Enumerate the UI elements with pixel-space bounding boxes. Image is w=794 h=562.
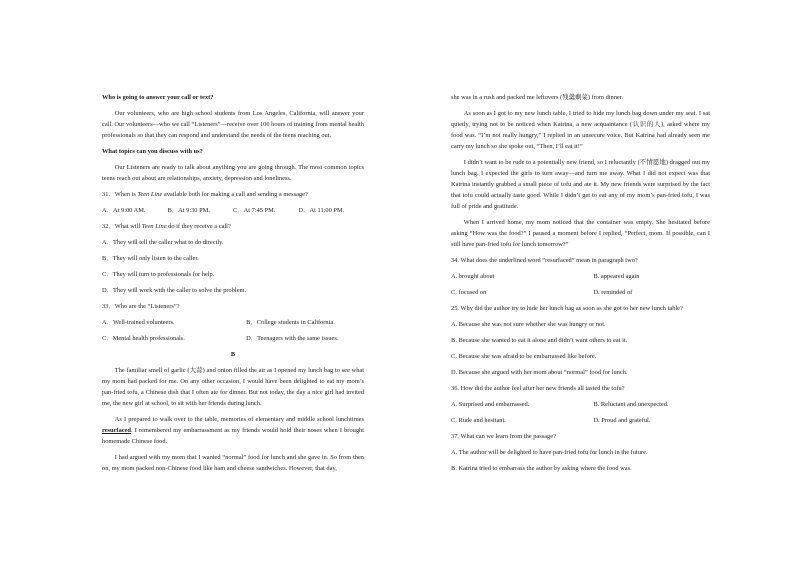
option-31-c: C．At 7:45 PM.	[233, 207, 276, 214]
left-column	[102, 92, 364, 479]
option-36-c: C. Rude and hesitant.	[451, 417, 506, 424]
option-33-b: B．College students in California.	[246, 319, 335, 326]
option-37-a: A. The author will be delighted to have pan-fried tofu for lunch in the future.	[451, 449, 648, 456]
question-31: 31．When is Teen Line available both for making a call and sending a message?	[102, 191, 308, 198]
option-34-b: B. appeared again	[593, 273, 640, 280]
question-36-options	[451, 399, 710, 426]
story-paragraph-1: The familiar smell of garlic (大蒜) and onion filled the air as I opened my lunch bag to see what my mom had packed for me. On any other occasion, I would have been delighted to eat my mom’s pan-fried tofu, a Chinese dish that I often ate for dinner. But not today, the day a nice girl had invited me, the new girl at school, to sit with her friends during lunch.	[102, 367, 364, 407]
underlined-word: resurfaced	[102, 427, 131, 434]
option-31-b: B．At 9:30 PM.	[167, 207, 210, 214]
heading-topics: What topics can you discuss with us?	[102, 148, 203, 155]
question-36: 36. How did the author feel after her new friends all tasted the tofu?	[451, 385, 625, 392]
question-34: 34. What does the underlined word “resurfaced” mean in paragraph two?	[451, 257, 638, 264]
option-32-a: A．They will tell the caller what to do directly.	[102, 239, 224, 246]
story-paragraph-3: I had argued with my mom that I wanted “normal” food for lunch and she gave in. So from then on, my mom packed non-Chinese food like ham and cheese sandwiches. However, that day,	[102, 454, 364, 472]
question-33: 33．Who are the “Listeners”?	[102, 303, 180, 310]
story-paragraph-4: As soon as I got to my new lunch table, I tried to hide my lunch bag down under my seat. I sat quietly, trying not to be noticed when Katrina, a new acquaintance (认识的人), asked where my food was. “I’m not really hungry,” I replied in an unsecure voice. But Katrina had already seen me carry my lunch so she spoke out, “Then, I’ll eat it!”	[451, 110, 710, 150]
option-35-a: A. Because she was not sure whether she was hungry or not.	[451, 321, 606, 328]
option-35-c: C. Because she was afraid to be embarrassed like before.	[451, 353, 597, 360]
option-36-b: B. Reluctant and unexpected.	[593, 401, 669, 408]
story-paragraph-2: As I prepared to walk over to the table, memories of elementary and middle school lunchtimes resurfaced. I remembered my embarrassment as my friends would hold their noses when I brought homemade Chinese food.	[102, 416, 364, 445]
option-31-d: D．At 11:00 PM.	[298, 207, 345, 214]
story-continuation: she was in a rush and packed me leftovers (残羹剩菜) from dinner.	[451, 94, 624, 101]
question-32: 32．What will Teen Line do if they receive a call?	[102, 223, 231, 230]
question-31-options	[102, 205, 364, 216]
option-37-b: B. Katrina tried to embarrass the author by asking where the food was.	[451, 465, 632, 472]
option-35-d: D. Because she argued with her mom about “normal” food for lunch.	[451, 369, 628, 376]
paragraph-topics: Our Listeners are ready to talk about anything you are going through. The most common topics teens reach out about are relationships, anxiety, depression and loneliness.	[102, 164, 364, 182]
question-34-options	[451, 271, 710, 298]
section-b-heading: B	[230, 351, 236, 358]
option-35-b: B. Because she wanted to eat it alone and didn’t want others to eat it.	[451, 337, 628, 344]
option-33-d: D．Teenagers with the same issues.	[246, 335, 339, 342]
option-36-a: A. Surprised and embarrassed.	[451, 401, 530, 408]
story-paragraph-6: When I arrived home, my mom noticed that the container was empty. She hesitated before asking “How was the food?” I paused a moment before I replied, “Perfect, mom. If possible, can I still have pan-fried tofu for lunch tomorrow?”	[451, 219, 710, 248]
option-36-d: D. Proud and grateful.	[593, 417, 651, 424]
option-33-c: C．Mental health professionals.	[102, 335, 185, 342]
option-31-a: A．At 9:00 AM.	[102, 207, 146, 214]
heading-who-answers: Who is going to answer your call or text?	[102, 94, 214, 101]
option-34-d: D. reminded of	[593, 289, 633, 296]
question-33-options	[102, 317, 364, 344]
story-paragraph-5: I didn’t want to be rude to a potentially new friend, so I reluctantly (不情愿地) dragged out my lunch bag. I expected the girls to turn away—and turn me away. What I did not expect was that Katrina instantly grabbed a small piece of tofu and ate it. My new friends were surprised by the fact that tofu could actually taste good. While I didn’t get to eat any of my mom’s pan-fried tofu, I was full of pride and gratitude.	[451, 159, 710, 210]
option-34-c: C. focused on	[451, 289, 487, 296]
option-32-c: C．They will turn to professionals for help.	[102, 271, 215, 278]
option-32-b: B．They will only listen to the caller.	[102, 255, 199, 262]
option-32-d: D．They will work with the caller to solve the problem.	[102, 287, 247, 294]
question-35: 25. Why did the author try to hide her lunch bag as soon as she got to her new lunch table?	[451, 305, 683, 312]
question-37: 37. What can we learn from the passage?	[451, 433, 556, 440]
right-column	[451, 92, 710, 479]
option-34-a: A. brought about	[451, 273, 495, 280]
paragraph-volunteers: Our volunteers, who are high school students from Los Angeles, California, will answer your call. Our volunteers—who we call “Listeners”—receive over 100 hours of training from mental health professionals so that they can respond and understand the needs of the teens reaching out.	[102, 110, 364, 139]
option-33-a: A．Well-trained volunteers.	[102, 319, 175, 326]
